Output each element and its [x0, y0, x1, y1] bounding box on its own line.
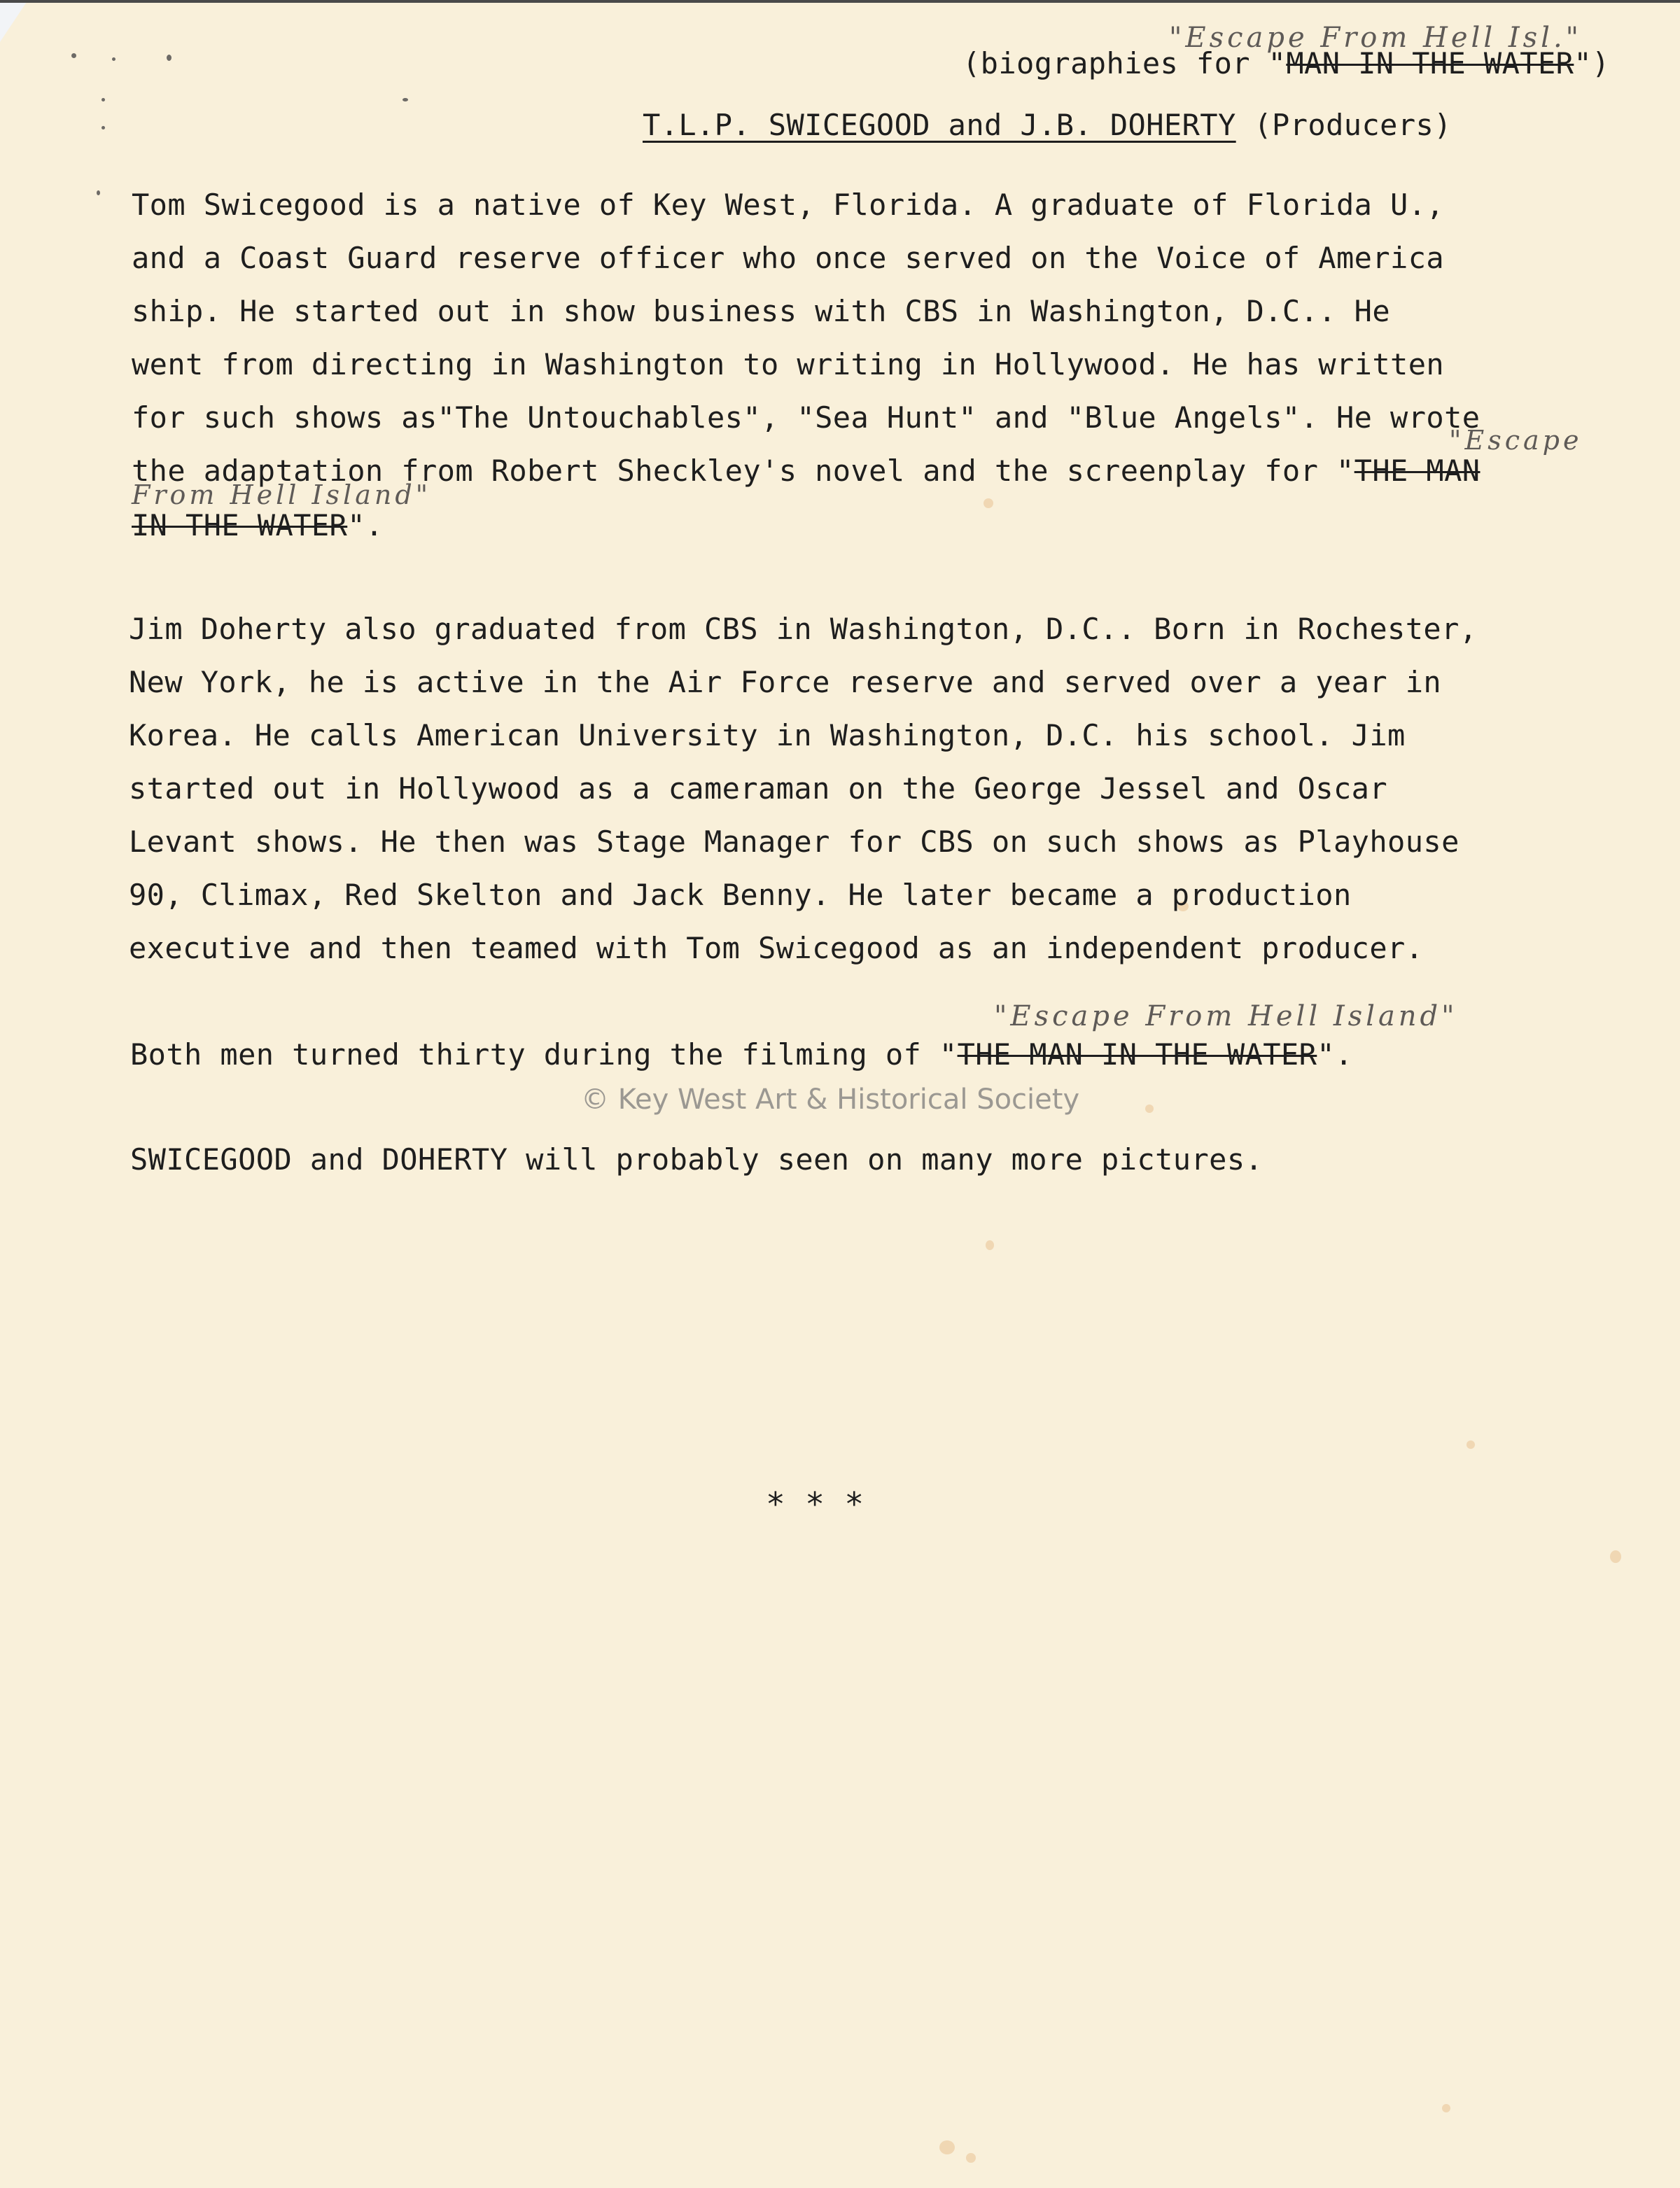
struck-title-part: THE MAN [1354, 454, 1480, 488]
paragraph-2-line: executive and then teamed with Tom Swicegood as an independent producer. [129, 931, 1424, 965]
biographies-note [962, 46, 1610, 80]
paper-stain [983, 498, 993, 508]
page-top-edge [0, 0, 1680, 3]
paragraph-1-line: ship. He started out in show business with CBS in Washington, D.C.. He [132, 294, 1391, 328]
paragraph-1-line: Tom Swicegood is a native of Key West, Florida. A graduate of Florida U., [132, 188, 1445, 222]
line-text: ". [347, 508, 384, 542]
paper-speck [402, 98, 408, 101]
producer-role: (Producers) [1236, 108, 1452, 142]
end-mark: * * * [766, 1485, 864, 1523]
paper-stain [1610, 1550, 1621, 1563]
handwritten-correction: "Escape From Hell Island" [994, 1000, 1458, 1032]
paper-stain [1145, 1104, 1154, 1113]
paper-speck [102, 126, 105, 129]
handwritten-correction: From Hell Island" [132, 479, 432, 510]
page-corner [0, 0, 28, 42]
handwritten-correction: "Escape [1449, 425, 1583, 456]
paper-speck [167, 55, 172, 61]
bio-prefix: (biographies for " [962, 46, 1287, 80]
producer-names: T.L.P. SWICEGOOD and J.B. DOHERTY [643, 108, 1236, 142]
paper-stain [1442, 2104, 1450, 2112]
handwritten-title-correction: "Escape From Hell Isl." [1169, 22, 1583, 54]
paragraph-1-line: and a Coast Guard reserve officer who once served on the Voice of America [132, 241, 1445, 275]
struck-original-title: THE MAN IN THE WATER [957, 1037, 1317, 1072]
bio-suffix: ") [1574, 46, 1610, 80]
paper-speck [112, 57, 115, 61]
paragraph-1-line [132, 508, 384, 542]
paper-stain [1466, 1440, 1475, 1449]
paragraph-2-line: started out in Hollywood as a cameraman on the George Jessel and Oscar [129, 771, 1388, 806]
struck-title-part: IN THE WATER [132, 508, 348, 542]
paper-speck [102, 98, 105, 101]
paragraph-2-line: New York, he is active in the Air Force reserve and served over a year in [129, 665, 1442, 699]
paragraph-2-line: Korea. He calls American University in Washington, D.C. his school. Jim [129, 718, 1406, 752]
paper-stain [986, 1240, 994, 1250]
paper-stain [939, 2140, 955, 2154]
paragraph-2-line: Levant shows. He then was Stage Manager for CBS on such shows as Playhouse [129, 825, 1460, 859]
line-text: Both men turned thirty during the filming of " [130, 1037, 958, 1072]
paragraph-2-line: Jim Doherty also graduated from CBS in Washington, D.C.. Born in Rochester, [129, 612, 1478, 646]
paper-speck [71, 53, 76, 58]
line-text: the adaptation from Robert Sheckley's novel and the screenplay for " [132, 454, 1354, 488]
page-heading [643, 108, 1452, 142]
closing-line: SWICEGOOD and DOHERTY will probably seen on many more pictures. [130, 1142, 1264, 1177]
copyright-watermark: © Key West Art & Historical Society [581, 1084, 1080, 1116]
paper-stain [966, 2153, 976, 2163]
paper-speck [97, 190, 100, 195]
paragraph-2-line: 90, Climax, Red Skelton and Jack Benny. He later became a production [129, 878, 1352, 912]
line-text: ". [1317, 1037, 1353, 1072]
struck-original-title: MAN IN THE WATER [1286, 46, 1574, 80]
paragraph-1-line: went from directing in Washington to writing in Hollywood. He has written [132, 347, 1445, 381]
paragraph-1-line: for such shows as"The Untouchables", "Sea Hunt" and "Blue Angels". He wrote [132, 400, 1480, 435]
paragraph-3-line [130, 1037, 1353, 1072]
